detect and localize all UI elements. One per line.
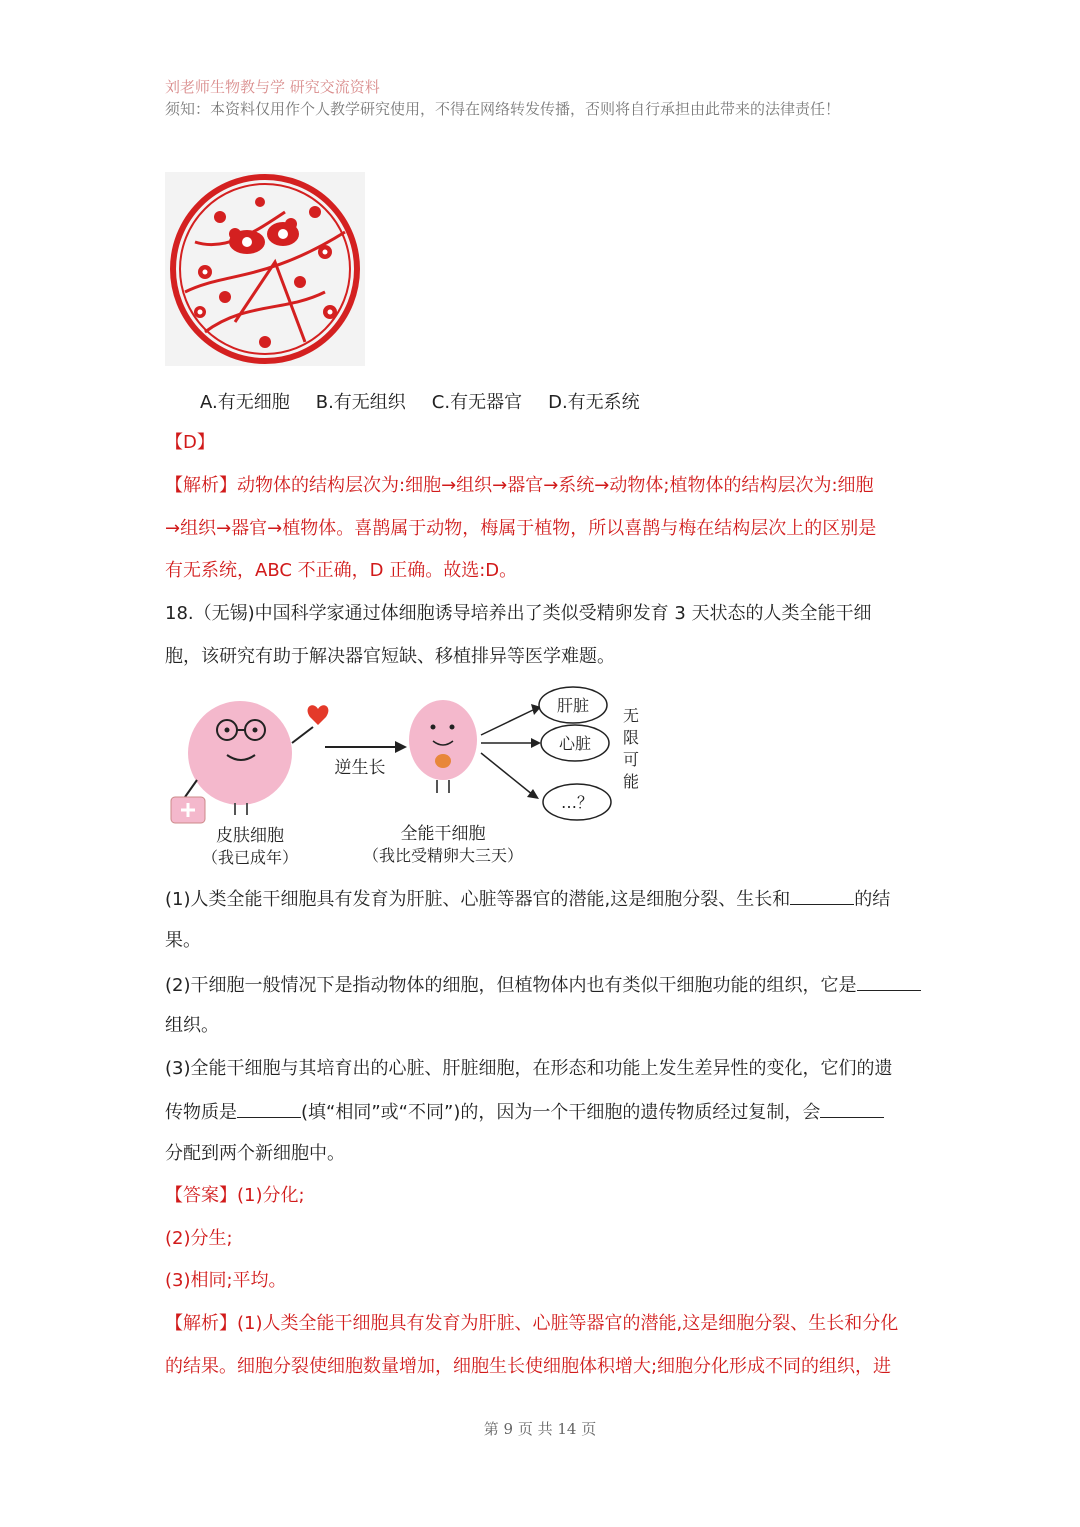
header-line-1: 刘老师生物教与学 研究交流资料 — [165, 78, 380, 96]
q17-analysis-line-2: →组织→器官→植物体。喜鹊属于动物，梅属于植物，所以喜鹊与梅在结构层次上的区别是 — [165, 518, 877, 539]
q18-stem-line-2: 胞，该研究有助于解决器官短缺、移植排异等医学难题。 — [165, 646, 615, 667]
fill-blank-1[interactable] — [790, 886, 854, 905]
skin-cell-label: 皮肤细胞 — [216, 826, 284, 846]
q18-sub3-text-a: 传物质是 — [165, 1102, 237, 1123]
option-a: A.有无细胞 — [200, 392, 290, 413]
heart-icon — [308, 705, 329, 725]
analysis-text: 动物体的结构层次为:细胞→组织→器官→系统→动物体;植物体的结构层次为:细胞 — [237, 475, 874, 496]
q18-sub2-line-2: 组织。 — [165, 1015, 219, 1036]
paper-cut-illustration — [165, 172, 365, 366]
stem-cell-label: 全能干细胞 — [400, 824, 486, 844]
side-text-2: 限 — [622, 728, 640, 747]
q18-sub1-tail: 的结 — [854, 889, 891, 910]
fill-blank-2[interactable] — [857, 972, 921, 991]
q17-analysis-line-3: 有无系统，ABC 不正确，D 正确。故选:D。 — [165, 560, 518, 581]
q17-options — [200, 388, 640, 414]
header-disclaimer: 须知：本资料仅用作个人教学研究使用，不得在网络转发传播，否则将自行承担由此带来的法律责任！ — [165, 100, 841, 118]
q18-sub3-line-1: (3)全能干细胞与其培育出的心脏、肝脏细胞，在形态和功能上发生差异性的变化，它们的遗 — [165, 1058, 893, 1079]
q18-sub1-line-2: 果。 — [165, 930, 201, 951]
arrow-label: 逆生长 — [334, 758, 386, 778]
q18-sub3-line-2 — [165, 1099, 884, 1125]
q17-answer: 【D】 — [165, 432, 215, 453]
analysis-text: (1)人类全能干细胞具有发育为肝脏、心脏等器官的潜能,这是细胞分裂、生长和分化 — [237, 1313, 899, 1334]
q17-analysis-line-1 — [165, 474, 874, 498]
q18-answer-3: (3)相同;平均。 — [165, 1270, 287, 1291]
option-b: B.有无组织 — [315, 392, 406, 413]
skin-cell-sublabel: （我已成年） — [201, 848, 299, 867]
q18-sub3-line-3: 分配到两个新细胞中。 — [165, 1143, 345, 1164]
q18-sub2-line-1 — [165, 972, 921, 998]
organ-liver-label: 肝脏 — [556, 696, 590, 715]
skin-cell-body — [188, 701, 292, 805]
option-d: D.有无系统 — [548, 392, 640, 413]
q18-sub3-text-b: (填“相同”或“不同”)的，因为一个干细胞的遗传物质经过复制，会 — [301, 1102, 821, 1123]
q18-analysis-line-2: 的结果。细胞分裂使细胞数量增加，细胞生长使细胞体积增大;细胞分化形成不同的组织，进 — [165, 1356, 892, 1377]
stem-cell-sublabel: （我比受精卵大三天） — [362, 846, 524, 865]
q18-sub1-text: (1)人类全能干细胞具有发育为肝脏、心脏等器官的潜能,这是细胞分裂、生长和 — [165, 889, 791, 910]
organ-heart-label: 心脏 — [558, 734, 592, 753]
paper-cut-image — [165, 172, 365, 366]
side-text-1: 无 — [622, 706, 640, 725]
q18-sub2-text: (2)干细胞一般情况下是指动物体的细胞，但植物体内也有类似干细胞功能的组织，它是 — [165, 975, 857, 996]
q18-stem-line-1: 18.（无锡)中国科学家通过体细胞诱导培养出了类似受精卵发育 3 天状态的人类全能干细 — [165, 603, 872, 624]
q18-answer-2: (2)分生; — [165, 1228, 233, 1249]
organ-unknown-label: …？ — [560, 793, 594, 812]
side-text-3: 可 — [622, 750, 640, 769]
option-c: C.有无器官 — [431, 392, 523, 413]
side-text-4: 能 — [622, 772, 640, 791]
fill-blank-3[interactable] — [237, 1099, 301, 1118]
q18-sub1-line-1 — [165, 886, 890, 912]
fill-blank-4[interactable] — [820, 1099, 884, 1118]
analysis-label: 【解析】 — [165, 1313, 237, 1334]
stem-cell-diagram — [165, 685, 655, 870]
q18-answer-1 — [165, 1184, 305, 1208]
analysis-label: 【解析】 — [165, 475, 237, 496]
answer-label: 【答案】 — [165, 1185, 237, 1206]
q18-analysis-line-1 — [165, 1312, 898, 1336]
answer-1-text: (1)分化; — [237, 1185, 305, 1206]
page-number: 第 9 页 共 14 页 — [483, 1420, 597, 1438]
